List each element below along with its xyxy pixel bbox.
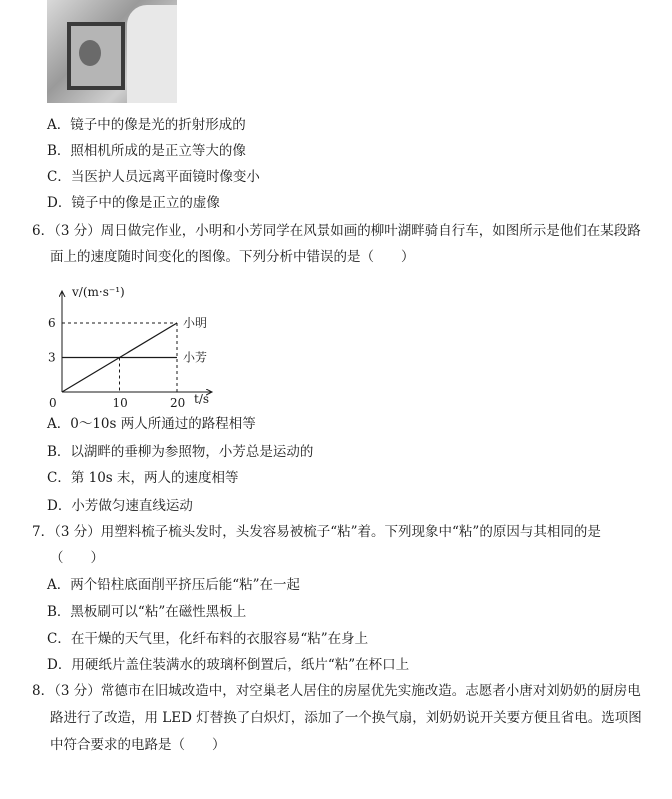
y-axis-label: v/(m·s⁻¹) — [72, 285, 125, 299]
q5-option-c: C．当医护人员远离平面镜时像变小 — [47, 169, 260, 185]
x-tick-label: 10 — [112, 396, 128, 410]
q6-option-d: D．小芳做匀速直线运动 — [47, 498, 193, 514]
q7-stem-line1: 7．（3 分）用塑料梳子梳头发时，头发容易被梳子“粘”着。下列现象中“粘”的原因与其相同的是 — [32, 524, 601, 540]
q6-option-a: A．0～10s 两人所通过的路程相等 — [47, 416, 256, 432]
question-photo — [47, 0, 177, 103]
q8-stem-line3: 中符合要求的电路是（ ） — [50, 737, 226, 753]
protective-suit — [127, 5, 177, 103]
q5-option-d: D．镜子中的像是正立的虚像 — [47, 195, 220, 211]
y-tick-label: 3 — [48, 350, 56, 365]
y-tick-label: 6 — [48, 316, 56, 330]
q8-stem-line1: 8．（3 分）常德市在旧城改造中，对空巢老人居住的房屋优先实施改造。志愿者小唐对刘奶奶的厨房电 — [32, 683, 641, 699]
q7-option-c: C．在干燥的天气里，化纤布料的衣服容易“粘”在身上 — [47, 631, 369, 647]
q5-option-b: B．照相机所成的是正立等大的像 — [47, 143, 246, 159]
q8-stem-line2: 路进行了改造，用 LED 灯替换了白炽灯，添加了一个换气扇，刘奶奶说开关要方便且省电。选项图 — [50, 710, 642, 726]
q6-option-c: C．第 10s 末，两人的速度相等 — [47, 470, 239, 486]
q7-option-b: B．黑板刷可以“粘”在磁性黑板上 — [47, 604, 247, 620]
q7-option-a: A．两个铅柱底面削平挤压后能“粘”在一起 — [47, 577, 301, 593]
origin-label: 0 — [49, 396, 57, 410]
x-tick-label: 20 — [170, 396, 186, 410]
series-label-0: 小明 — [183, 316, 208, 330]
series-label-1: 小芳 — [183, 350, 208, 365]
mirror-reflection — [79, 40, 101, 66]
q7-stem-line2: （ ） — [50, 550, 104, 566]
q6-stem-line2: 面上的速度随时间变化的图像。下列分析中错误的是（ ） — [50, 249, 415, 265]
q6-stem-line1: 6．（3 分）周日做完作业，小明和小芳同学在风景如画的柳叶湖畔骑自行车，如图所示是他们在某段路 — [32, 223, 641, 239]
q5-option-a: A．镜子中的像是光的折射形成的 — [47, 117, 246, 133]
velocity-time-chart — [40, 283, 220, 413]
q6-option-b: B．以湖畔的垂柳为参照物，小芳总是运动的 — [47, 444, 314, 460]
q7-option-d: D．用硬纸片盖住装满水的玻璃杯倒置后，纸片“粘”在杯口上 — [47, 657, 410, 673]
x-axis-label: t/s — [194, 392, 210, 406]
